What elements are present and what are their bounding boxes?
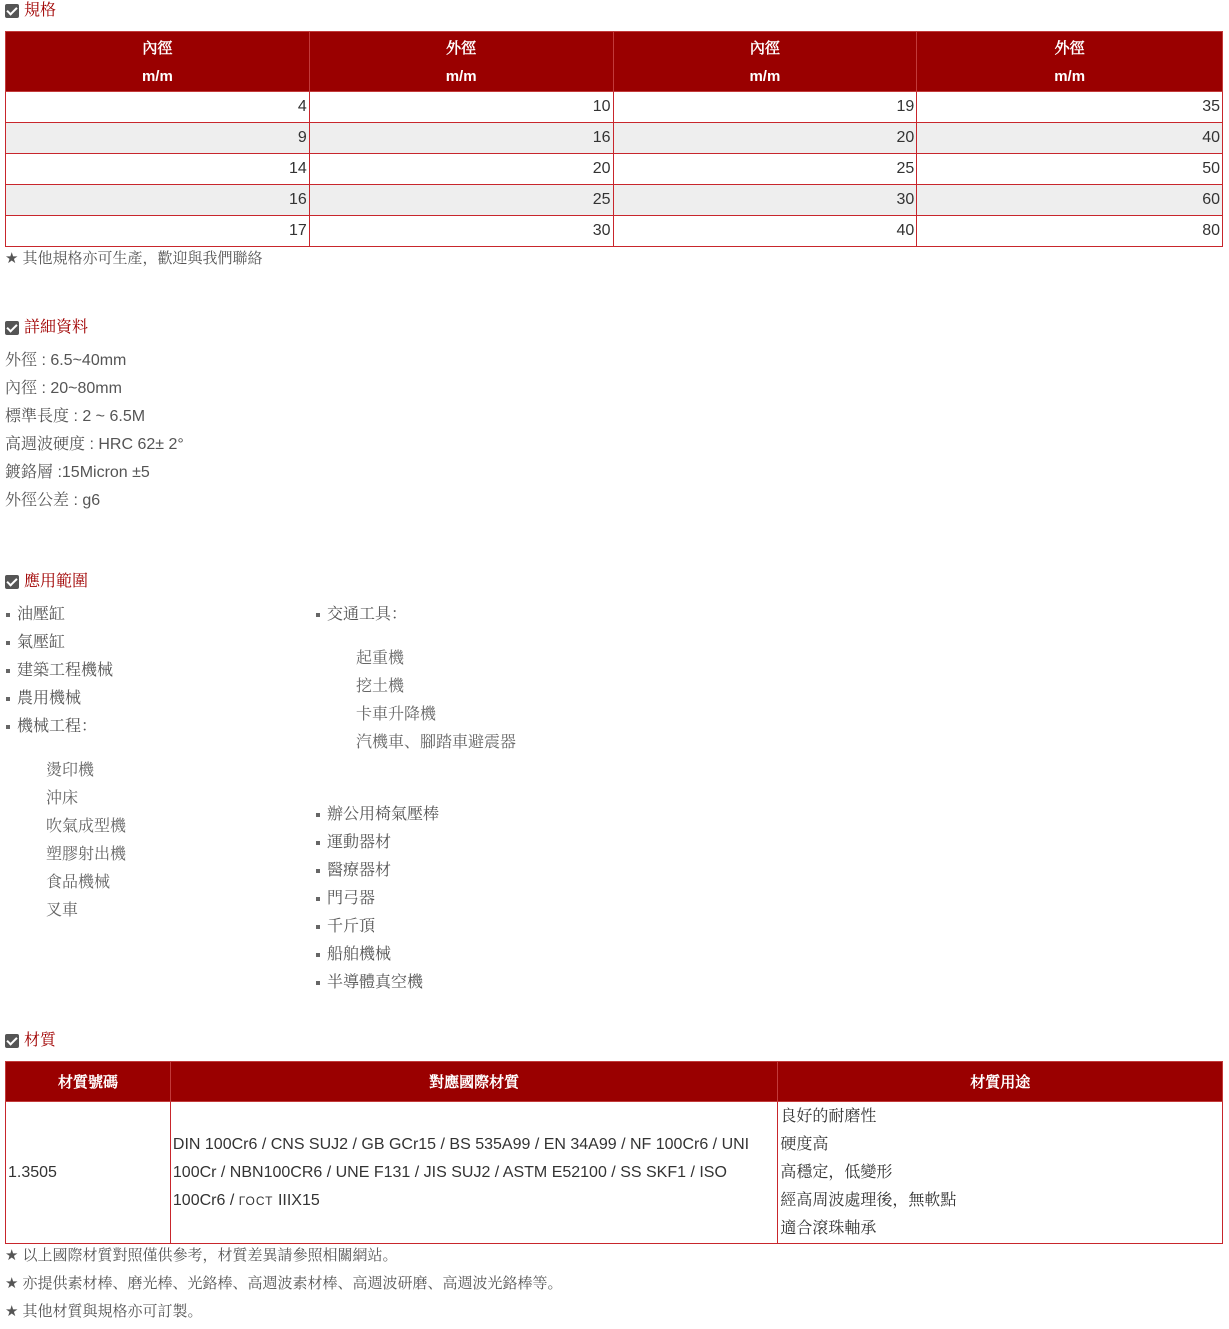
table-cell: 16 [309, 123, 613, 154]
applications-section-title: 應用範圍 [24, 573, 89, 590]
detail-line: 外徑 : 6.5~40mm [5, 352, 127, 369]
usage-line: 高穩定，低變形 [780, 1163, 893, 1181]
sub-list-item: 挖土機 [356, 678, 405, 695]
sub-list-item: 卡車升降機 [356, 706, 437, 723]
list-item: 門弓器 [316, 885, 375, 913]
table-cell: 9 [6, 123, 310, 154]
sub-list-item: 吹氣成型機 [46, 818, 127, 835]
bullet-icon [6, 725, 10, 729]
table-cell: 60 [917, 185, 1223, 216]
material-note: ★ 亦提供素材棒、磨光棒、光鉻棒、高週波素材棒、高週波研磨、高週波光鉻棒等。 [5, 1275, 563, 1292]
bullet-icon [316, 925, 320, 929]
table-cell: 40 [917, 123, 1223, 154]
details-section-header [5, 317, 88, 339]
sub-list-item: 燙印機 [46, 762, 95, 779]
material-equivalent-cell: DIN 100Cr6 / CNS SUJ2 / GB GCr15 / BS 535A99 / EN 34A99 / NF 100Cr6 / UNI 100Cr / NBN100CR6 / UNE F131 / JIS SUJ2 / ASTM E52100 / SS SKF1 / ISO 100Cr6 / ГОСТ IIIX15 [170, 1102, 778, 1244]
table-cell: 16 [6, 185, 310, 216]
bullet-icon [316, 953, 320, 957]
star-icon: ★ [5, 1247, 19, 1264]
table-row [6, 185, 1223, 216]
table-cell: 19 [613, 92, 917, 123]
material-section-header [5, 1030, 56, 1052]
material-header-code: 材質號碼 [6, 1062, 171, 1102]
bullet-icon [316, 841, 320, 845]
spec-note: ★ 其他規格亦可生產，歡迎與我們聯絡 [5, 250, 263, 267]
table-row [6, 216, 1223, 247]
sub-list-item: 汽機車、腳踏車避震器 [356, 734, 517, 751]
table-cell: 10 [309, 92, 613, 123]
checkbox-icon [5, 1034, 19, 1048]
bullet-icon [6, 697, 10, 701]
list-item: 辦公用椅氣壓棒 [316, 801, 439, 829]
table-cell: 30 [309, 216, 613, 247]
checkbox-icon [5, 321, 19, 335]
list-item: 機械工程： [6, 713, 97, 741]
table-row [6, 123, 1223, 154]
details-section-title: 詳細資料 [24, 319, 89, 336]
material-table [5, 1061, 1223, 1244]
list-item: 油壓缸 [6, 601, 65, 629]
bullet-icon [316, 813, 320, 817]
list-item: 船舶機械 [316, 941, 391, 969]
usage-line: 硬度高 [780, 1135, 829, 1153]
table-cell: 25 [613, 154, 917, 185]
gost-label: ГОСТ [238, 1193, 274, 1208]
material-code-cell: 1.3505 [6, 1102, 171, 1244]
table-cell: 17 [6, 216, 310, 247]
checkbox-icon [5, 4, 19, 18]
list-item: 建築工程機械 [6, 657, 113, 685]
applications-section-header [5, 571, 88, 593]
bullet-icon [316, 869, 320, 873]
table-row [6, 92, 1223, 123]
usage-line: 經高周波處理後，無軟點 [780, 1191, 957, 1209]
star-icon: ★ [5, 250, 19, 267]
table-cell: 40 [613, 216, 917, 247]
detail-line: 外徑公差 : g6 [5, 492, 101, 509]
detail-line: 內徑 : 20~80mm [5, 380, 122, 397]
sub-list-item: 叉車 [46, 902, 79, 919]
star-icon: ★ [5, 1303, 19, 1320]
sub-list-item: 起重機 [356, 650, 405, 667]
material-note: ★ 以上國際材質對照僅供參考，材質差異請參照相關網站。 [5, 1247, 398, 1264]
list-item: 氣壓缸 [6, 629, 65, 657]
table-cell: 14 [6, 154, 310, 185]
star-icon: ★ [5, 1275, 19, 1292]
sub-list-item: 食品機械 [46, 874, 111, 891]
usage-line: 適合滾珠軸承 [780, 1219, 877, 1237]
spec-table-header-row [6, 32, 1223, 92]
list-item: 交通工具： [316, 601, 407, 629]
material-header-usage: 材質用途 [778, 1062, 1223, 1102]
table-cell: 50 [917, 154, 1223, 185]
material-header-equivalent: 對應國際材質 [170, 1062, 778, 1102]
bullet-icon [316, 897, 320, 901]
detail-line: 高週波硬度 : HRC 62± 2° [5, 436, 184, 453]
table-cell: 80 [917, 216, 1223, 247]
usage-line: 良好的耐磨性 [780, 1107, 877, 1125]
sub-list-item: 沖床 [46, 790, 79, 807]
table-row [6, 154, 1223, 185]
list-item: 千斤頂 [316, 913, 375, 941]
detail-line: 標準長度 : 2 ~ 6.5M [5, 408, 146, 425]
bullet-icon [316, 613, 320, 617]
table-cell: 20 [309, 154, 613, 185]
material-usage-cell [778, 1102, 1223, 1244]
table-row [6, 1102, 1223, 1244]
spec-section-title: 規格 [24, 2, 57, 19]
bullet-icon [316, 981, 320, 985]
table-cell: 4 [6, 92, 310, 123]
detail-line: 鍍鉻層 :15Micron ±5 [5, 464, 150, 481]
material-section-title: 材質 [24, 1032, 57, 1049]
material-note: ★ 其他材質與規格亦可訂製。 [5, 1303, 203, 1320]
spec-section-header [5, 0, 56, 22]
table-cell: 25 [309, 185, 613, 216]
bullet-icon [6, 613, 10, 617]
material-table-header-row [6, 1062, 1223, 1102]
spec-header-outer-diameter: 外徑 m/m [309, 32, 613, 92]
sub-list-item: 塑膠射出機 [46, 846, 127, 863]
checkbox-icon [5, 575, 19, 589]
spec-header-inner-diameter: 內徑 m/m [6, 32, 310, 92]
spec-table [5, 31, 1223, 247]
table-cell: 30 [613, 185, 917, 216]
bullet-icon [6, 669, 10, 673]
list-item: 半導體真空機 [316, 969, 423, 997]
list-item: 醫療器材 [316, 857, 391, 885]
list-item: 農用機械 [6, 685, 81, 713]
spec-header-inner-diameter-2: 內徑 m/m [613, 32, 917, 92]
bullet-icon [6, 641, 10, 645]
table-cell: 35 [917, 92, 1223, 123]
table-cell: 20 [613, 123, 917, 154]
list-item: 運動器材 [316, 829, 391, 857]
spec-header-outer-diameter-2: 外徑 m/m [917, 32, 1223, 92]
